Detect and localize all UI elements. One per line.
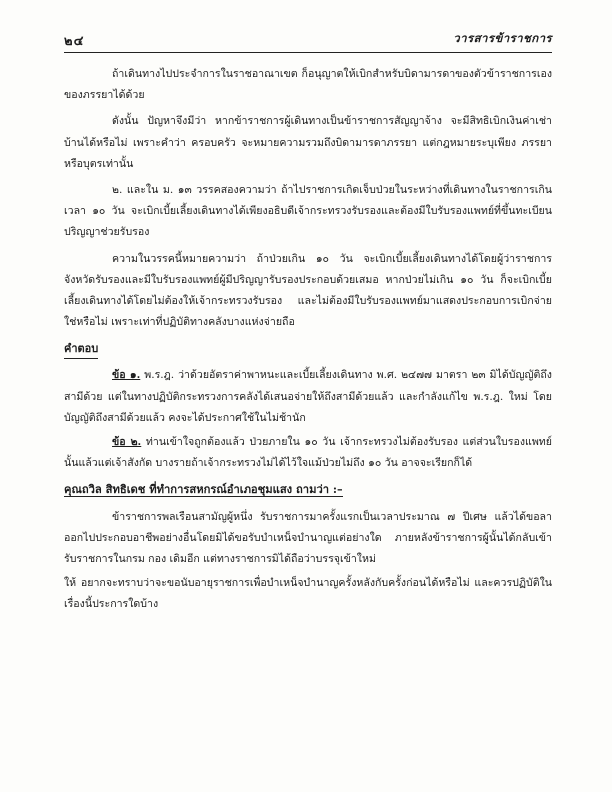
answer-1 bbox=[64, 365, 552, 429]
answer-2 bbox=[64, 432, 552, 474]
paragraph-2: ดังนั้น ปัญหาจึงมีว่า หากข้าราชการผู้เดินทางเป็นข้าราชการสัญญาจ้าง จะมีสิทธิเบิกเงินค่าเช่าบ้านได้หรือไม่ เพราะคำว่า ครอบครัว จะหมายความรวมถึงบิดามารดาภรรยา แต่กฎหมายระบุเพียง ภรรยา หรือบุตรเท่านั้น bbox=[64, 115, 552, 170]
document-body bbox=[64, 64, 552, 621]
paragraph-4: ความในวรรคนี้หมายความว่า ถ้าป่วยเกิน ๑๐ วัน จะเบิกเบี้ยเลี้ยงเดินทางได้โดยผู้ว่าราชการจังหวัดรับรองและมีใบรับรองแพทย์ผู้มีปริญญารับรองประกอบด้วยเสมอ หากป่วยไม่เกิน ๑๐ วัน ก็จะเบิกเบี้ยเลี้ยงเดินทางได้โดยไม่ต้องให้เจ้ากระทรวงรับรอง และไม่ต้องมีใบรับรองแพทย์มาแสดงประกอบการเบิกจ่ายใช่หรือไม่ เพราะเท่าที่ปฏิบัติทางคลังบางแห่งจ่ายถือ bbox=[64, 252, 552, 329]
page-header bbox=[64, 30, 552, 50]
question-2-title-line bbox=[64, 479, 552, 501]
paragraph-3: ๒. และใน ม. ๑๓ วรรคสองความว่า ถ้าไปราชการเกิดเจ็บป่วยในระหว่างที่เดินทางในราชการเกินเวลา ๑๐ วัน จะเบิกเบี้ยเลี้ยงเดินทางได้เพียงอธิบดีเจ้ากระทรวงรับรองและต้องมีใบรับรองแพทย์ที่ขึ้นทะเบียนปริญญาช่วยรับรอง bbox=[64, 184, 552, 239]
answer-heading: คำตอบ bbox=[64, 340, 98, 359]
answer-2-label: ข้อ ๒. bbox=[112, 436, 142, 449]
question-2-paragraph-2: ให้ อยากจะทราบว่าจะขอนับอายุราชการเพื่อบำเหน็จบำนาญครั้งหลังกับครั้งก่อนได้หรือไม่ และควรปฏิบัติในเรื่องนี้ประการใดบ้าง bbox=[64, 577, 552, 611]
question-2-title: คุณถวิล สิทธิเดช ที่ทำการสหกรณ์อำเภอชุมแสง ถามว่า :– bbox=[64, 482, 343, 497]
paragraph-1: ถ้าเดินทางไปประจำการในราชอาณาเขต ก็อนุญาตให้เบิกสำหรับบิดามารดาของตัวข้าราชการเองของภรรยาได้ด้วย bbox=[64, 68, 552, 102]
answer-1-text: พ.ร.ฎ. ว่าด้วยอัตราค่าพาหนะและเบี้ยเลี้ยงเดินทาง พ.ศ. ๒๔๗๗ มาตรา ๒๓ มิได้บัญญัติถึงสามีด้วย แต่ในทางปฏิบัติกระทรวงการคลังได้เสนอจ่ายให้ถึงสามีด้วยแล้ว และกำลังแก้ไข พ.ร.ฎ. ใหม่ โดยบัญญัติถึงสามีด้วยแล้ว คงจะได้ประกาศใช้ในไม่ช้านัก bbox=[64, 369, 552, 424]
answer-1-label: ข้อ ๑. bbox=[112, 369, 141, 382]
answer-2-text: ท่านเข้าใจถูกต้องแล้ว ป่วยภายใน ๑๐ วัน เจ้ากระทรวงไม่ต้องรับรอง แต่ส่วนใบรองแพทย์นั้นแล้วแต่เจ้าสังกัด บางรายถ้าเจ้ากระทรวงไม่ได้ไว้ใจแม้ป่วยไม่ถึง ๑๐ วัน อาจจะเรียกก็ได้ bbox=[64, 436, 553, 470]
running-head: วารสารข้าราชการ bbox=[453, 31, 552, 45]
question-2-block bbox=[64, 479, 552, 615]
header-rule bbox=[64, 52, 552, 53]
page-number: ๒๔ bbox=[64, 34, 85, 49]
question-2-paragraph-1: ข้าราชการพลเรือนสามัญผู้หนึ่ง รับราชการมาครั้งแรกเป็นเวลาประมาณ ๗ ปีเศษ แล้วได้ขอลาออกไปประกอบอาชีพอย่างอื่นโดยมิได้ขอรับบำเหน็จบำนาญแต่อย่างใด ภายหลังข้าราชการผู้นั้นได้กลับเข้ารับราชการในกรม กอง เดิมอีก แต่ทางราชการมิได้ถือว่าบรรจุเข้าใหม่ bbox=[64, 510, 552, 566]
